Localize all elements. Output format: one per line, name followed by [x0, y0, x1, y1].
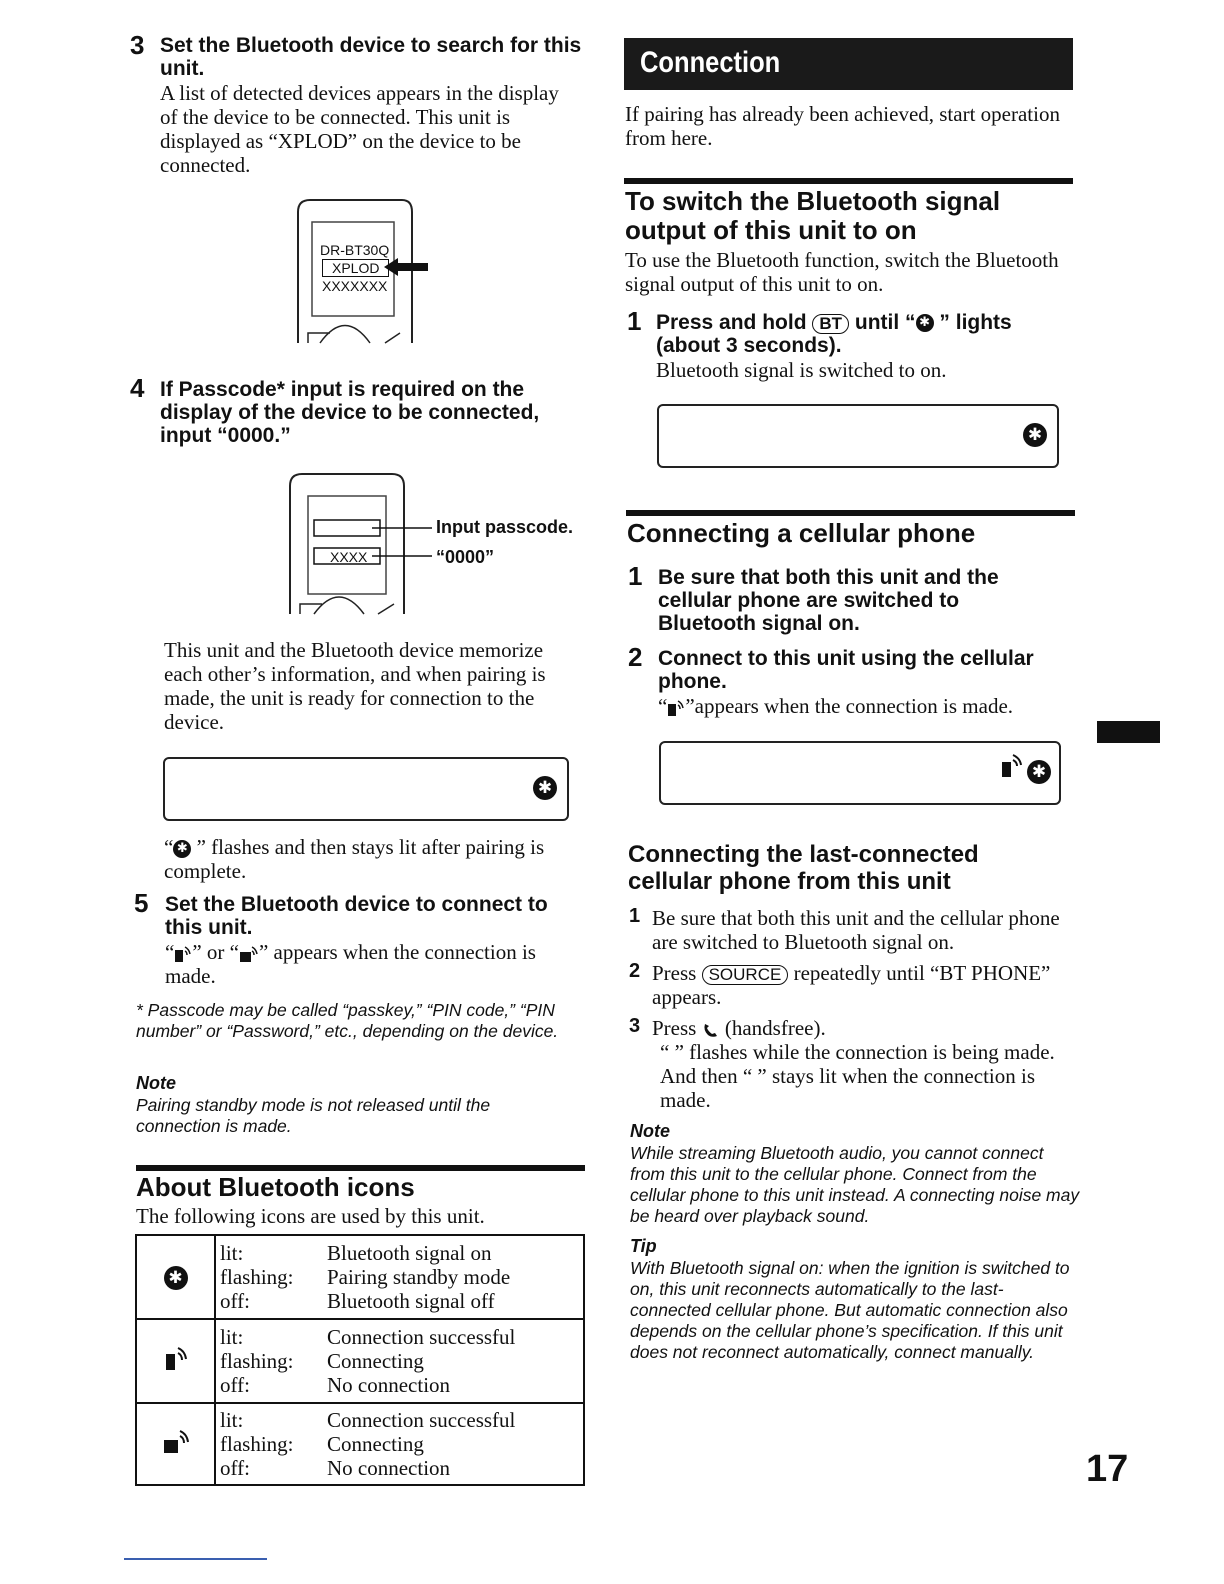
note-text-right: While streaming Bluetooth audio, you cannot connect from this unit to the cellular phone. Connect from the cellular phone to this unit instead. A connecting noise may be heard over playback sound.	[630, 1143, 1080, 1226]
step-3-body: A list of detected devices appears in the display of the device to be connected. This unit is displayed as “XPLOD” on the device to be connected.	[160, 81, 559, 177]
page-number: 17	[1086, 1448, 1129, 1490]
section-rule	[624, 178, 1073, 184]
callout-input-passcode: Input passcode.	[436, 517, 574, 537]
device-passcode-illustration	[282, 470, 432, 618]
table-row: ✱ lit: flashing: off: Bluetooth signal on Pairing standby mode Bluetooth signal off	[136, 1235, 584, 1319]
switch-step-1-number: 1	[627, 306, 642, 336]
passcode-field: XXXX	[330, 549, 368, 565]
connecting-cellular-title: Connecting a cellular phone	[627, 518, 976, 548]
cellular-step-1-number: 1	[628, 561, 643, 591]
switch-step-1-body: Bluetooth signal is switched to on.	[656, 358, 947, 382]
phone-connection-icon	[174, 945, 192, 963]
cellular-step-2-number: 2	[628, 642, 643, 672]
note-label-right: Note	[630, 1121, 670, 1141]
arrow-left-icon	[384, 258, 428, 276]
step-4-heading: If Passcode* input is required on the display of the device to be connected, input “0000.”	[160, 378, 540, 447]
bluetooth-icons-table	[135, 1234, 585, 1486]
last-item-3-number: 3	[629, 1015, 641, 1037]
chapter-tab-marker	[1097, 721, 1160, 743]
connection-intro: If pairing has already been achieved, start operation from here.	[625, 102, 1060, 150]
step-3-number: 3	[130, 30, 145, 60]
note-text-left: Pairing standby mode is not released until the connection is made.	[136, 1095, 491, 1136]
switch-step-1-heading: Press and hold BT until “ ✱ ” lights (about 3 seconds).	[656, 311, 1012, 357]
callout-0000: “0000”	[436, 547, 495, 567]
device-list-item-1: DR-BT30Q	[320, 242, 390, 258]
memorize-paragraph: This unit and the Bluetooth device memorize each other’s information, and when pairing is made, the unit is ready for connection to the device.	[164, 638, 546, 734]
last-item-3-text: Press (handsfree).	[652, 1016, 826, 1040]
connection-banner	[624, 38, 1073, 90]
section-rule	[136, 1165, 585, 1171]
bluetooth-icon: ✱	[916, 314, 934, 332]
last-item-3-body: “ ” flashes while the connection is being made. And then “ ” stays lit when the connection is made.	[660, 1040, 1055, 1112]
bluetooth-icon: ✱	[173, 840, 191, 858]
tip-label: Tip	[630, 1236, 657, 1256]
cellular-step-1-heading: Be sure that both this unit and the cellular phone are switched to Bluetooth signal on.	[658, 566, 999, 635]
last-item-2-text: Press SOURCE repeatedly until “BT PHONE” appears.	[652, 961, 1051, 1009]
switch-signal-title: To switch the Bluetooth signal output of this unit to on	[625, 186, 1001, 245]
step-5-number: 5	[134, 888, 149, 918]
switch-signal-body: To use the Bluetooth function, switch the Bluetooth signal output of this unit to on.	[625, 248, 1059, 296]
unit-display-pairing	[163, 757, 569, 821]
cellular-step-2-heading: Connect to this unit using the cellular phone.	[658, 647, 1034, 693]
about-bluetooth-icons-title: About Bluetooth icons	[136, 1172, 415, 1202]
banner-title: Connection	[640, 46, 781, 79]
unit-display-connected	[659, 741, 1061, 805]
step-4-number: 4	[130, 373, 145, 403]
table-row: lit: flashing: off: Connection successful Connecting No connection	[136, 1403, 584, 1485]
last-item-1-number: 1	[629, 905, 641, 927]
section-rule	[626, 510, 1075, 516]
phone-connection-icon	[667, 699, 685, 717]
device-list-item-3: XXXXXXX	[322, 278, 388, 294]
footer-line	[124, 1558, 267, 1560]
step-5-body: “ ” or “ ” appears when the connection is made.	[165, 940, 536, 988]
phone-connection-icon	[162, 1345, 190, 1373]
audio-connection-icon	[239, 945, 259, 963]
bluetooth-icon: ✱	[1027, 760, 1051, 784]
flashes-paragraph: “ ✱ ” flashes and then stays lit after pairing is complete.	[164, 835, 545, 883]
bluetooth-icon: ✱	[164, 1266, 188, 1290]
phone-connection-icon	[999, 753, 1023, 779]
source-button-label: SOURCE	[702, 965, 789, 985]
bluetooth-icon: ✱	[1023, 423, 1047, 447]
device-list-item-xplod: XPLOD	[322, 259, 389, 277]
tip-text: With Bluetooth signal on: when the ignition is switched to on, this unit reconnects automatically to the last-connected cellular phone. But automatic connection also depends on the cellular phone’s specification. If this unit does not reconnect automatically, connect manually.	[630, 1258, 1070, 1362]
handsfree-icon	[702, 1022, 720, 1038]
unit-display-signal-on	[657, 404, 1059, 468]
step-3-heading: Set the Bluetooth device to search for this unit.	[160, 34, 582, 80]
last-connected-title: Connecting the last-connected cellular phone from this unit	[628, 841, 979, 895]
passcode-footnote: * Passcode may be called “passkey,” “PIN code,” “PIN number” or “Password,” etc., depending on the device.	[136, 1000, 559, 1041]
last-item-1-text: Be sure that both this unit and the cellular phone are switched to Bluetooth signal on.	[652, 906, 1060, 954]
bluetooth-icon: ✱	[533, 776, 557, 800]
step-5-heading: Set the Bluetooth device to connect to this unit.	[165, 893, 548, 939]
bt-button-label: BT	[812, 314, 849, 334]
note-label-left: Note	[136, 1073, 176, 1093]
table-row: lit: flashing: off: Connection successful Connecting No connection	[136, 1319, 584, 1403]
last-item-2-number: 2	[629, 960, 641, 982]
about-intro: The following icons are used by this unit.	[136, 1204, 485, 1228]
audio-connection-icon	[161, 1428, 191, 1456]
cellular-step-2-body: “ ”appears when the connection is made.	[658, 694, 1014, 718]
